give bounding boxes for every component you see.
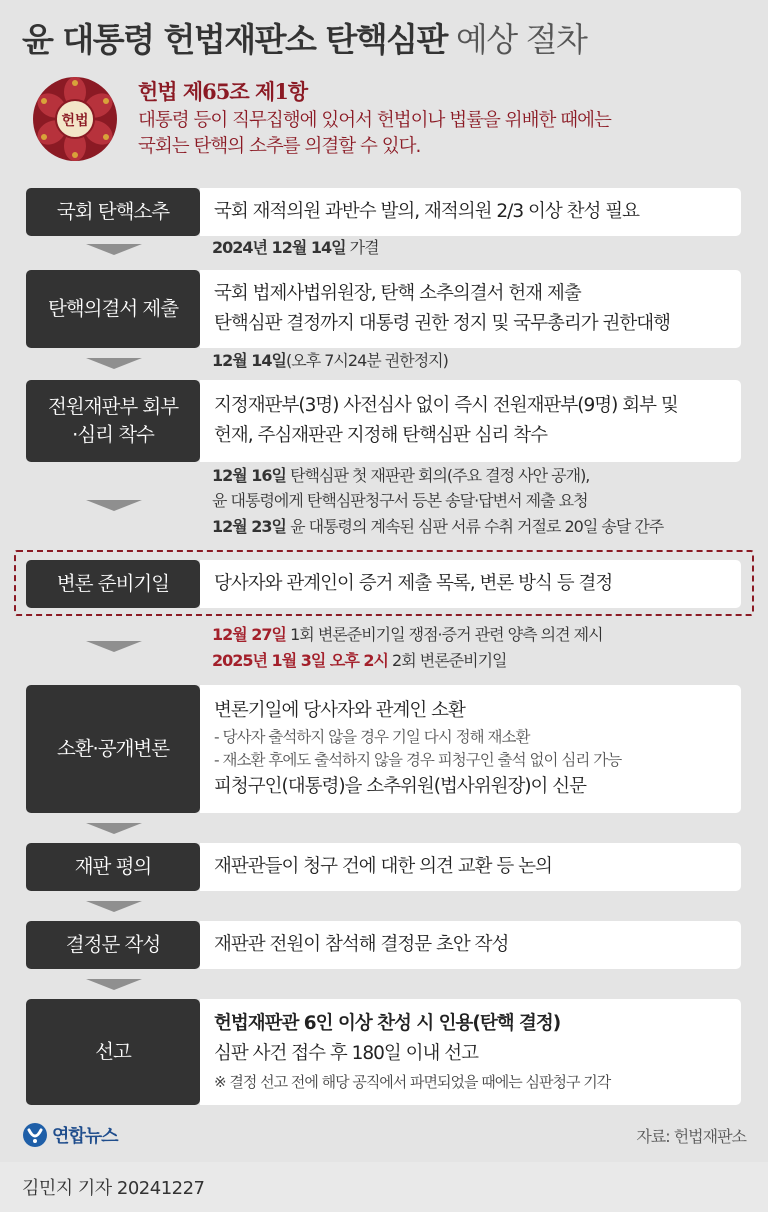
event-date: 12월 23일 [212,517,287,536]
down-arrow-icon [86,500,142,511]
description-note: ※ 결정 선고 전에 해당 공직에서 파면되었을 때에는 심판청구 기각 [214,1073,611,1091]
event-service-deemed [212,514,663,539]
step-summons-hearing [26,685,741,813]
yonhap-logo [22,1122,118,1148]
title-bold: 윤 대통령 헌법재판소 탄핵심판 [22,20,447,59]
event-second-preparation [212,648,507,673]
yonhap-logo-icon [22,1122,48,1148]
logo-text: 연합뉴스 [52,1126,118,1147]
stage-label: 탄핵의결서 제출 [26,270,200,348]
event-text: 가결 [345,238,379,257]
event-date: 2025년 1월 3일 오후 2시 [212,651,388,670]
down-arrow-icon [86,901,142,912]
event-text: 탄핵심판 첫 재판관 회의(주요 결정 사안 공개), [286,466,590,485]
event-power-suspended [212,348,448,373]
down-arrow-icon [86,823,142,834]
stage-label: 변론 준비기일 [26,560,200,608]
description-line: 피청구인(대통령)을 소추위원(법사위원장)이 신문 [214,776,587,797]
stage-description [200,380,741,462]
description-line: 재판관들이 청구 건에 대한 의견 교환 등 논의 [214,856,552,877]
down-arrow-icon [86,641,142,652]
description-line: 지정재판부(3명) 사전심사 없이 즉시 전원재판부(9명) 회부 및 [214,395,678,416]
event-date: 12월 16일 [212,466,287,485]
emblem-label: 헌법 [61,113,89,129]
page-title [22,14,586,64]
description-line: 변론기일에 당사자와 관계인 소환 [214,700,465,721]
constitution-emblem-icon [30,74,120,164]
description-line: 국회 재적의원 과반수 발의, 재적의원 2/3 이상 찬성 필요 [214,201,639,222]
source-label: 자료: 헌법재판소 [636,1127,746,1146]
stage-label: 선고 [26,999,200,1105]
stage-description [200,188,741,236]
step-decision-drafting [26,921,741,969]
description-line: 탄핵심판 결정까지 대통령 권한 정지 및 국무총리가 권한대행 [214,313,670,334]
event-date: 12월 27일 [212,625,287,644]
event-text: (오후 7시24분 권한정지) [286,351,448,370]
step-verdict [26,999,741,1105]
down-arrow-icon [86,244,142,255]
stage-label-line: ·심리 착수 [72,423,154,446]
stage-label: 국회 탄핵소추 [26,188,200,236]
step-impeachment-motion [26,188,741,236]
event-date: 12월 14일 [212,351,287,370]
stage-label: 결정문 작성 [26,921,200,969]
stage-description [200,685,741,813]
description-line: 헌재, 주심재판관 지정해 탄핵심판 심리 착수 [214,425,547,446]
event-passed [212,235,379,260]
step-full-bench-referral [26,380,741,462]
stage-label-line: 전원재판부 회부 [47,395,179,418]
law-heading: 헌법 제65조 제1항 [138,79,308,104]
stage-description [200,999,741,1105]
event-text: 1회 변론준비기일 쟁점·증거 관련 양측 의견 제시 [286,625,603,644]
stage-label [26,380,200,462]
description-line: 국회 법제사법위원장, 탄핵 소추의결서 헌재 제출 [214,283,581,304]
description-line: 심판 사건 접수 후 180일 이내 선고 [214,1043,479,1064]
stage-description [200,560,741,608]
step-deliberation [26,843,741,891]
stage-description [200,921,741,969]
down-arrow-icon [86,979,142,990]
event-first-meeting [212,463,589,488]
law-text [138,108,748,160]
step-pleading-preparation [26,560,741,608]
law-line: 대통령 등이 직무집행에 있어서 헌법이나 법률을 위배한 때에는 [138,110,611,131]
stage-description [200,270,741,348]
byline: 김민지 기자 20241227 [22,1178,205,1199]
down-arrow-icon [86,358,142,369]
event-text: 2회 변론준비기일 [387,651,507,670]
event-text: 윤 대통령의 계속된 심판 서류 수취 거절로 20일 송달 간주 [286,517,664,536]
event-text: 윤 대통령에게 탄핵심판청구서 등본 송달·답변서 제출 요청 [212,491,588,510]
description-line: 헌법재판관 6인 이상 찬성 시 인용(탄핵 결정) [214,1013,561,1034]
description-line: 당사자와 관계인이 증거 제출 목록, 변론 방식 등 결정 [214,573,613,594]
stage-label: 소환·공개변론 [26,685,200,813]
title-light: 예상 절차 [446,20,587,59]
stage-label: 재판 평의 [26,843,200,891]
description-subline: - 당사자 출석하지 않을 경우 기일 다시 정해 재소환 [214,728,530,746]
description-subline: - 재소환 후에도 출석하지 않을 경우 피청구인 출석 없이 심리 가능 [214,751,622,769]
description-line: 재판관 전원이 참석해 결정문 초안 작성 [214,934,509,955]
event-service-request [212,488,588,513]
event-first-preparation [212,622,603,647]
step-resolution-submission [26,270,741,348]
event-date: 2024년 12월 14일 [212,238,346,257]
stage-description [200,843,741,891]
law-line: 국회는 탄핵의 소추를 의결할 수 있다. [138,136,421,157]
